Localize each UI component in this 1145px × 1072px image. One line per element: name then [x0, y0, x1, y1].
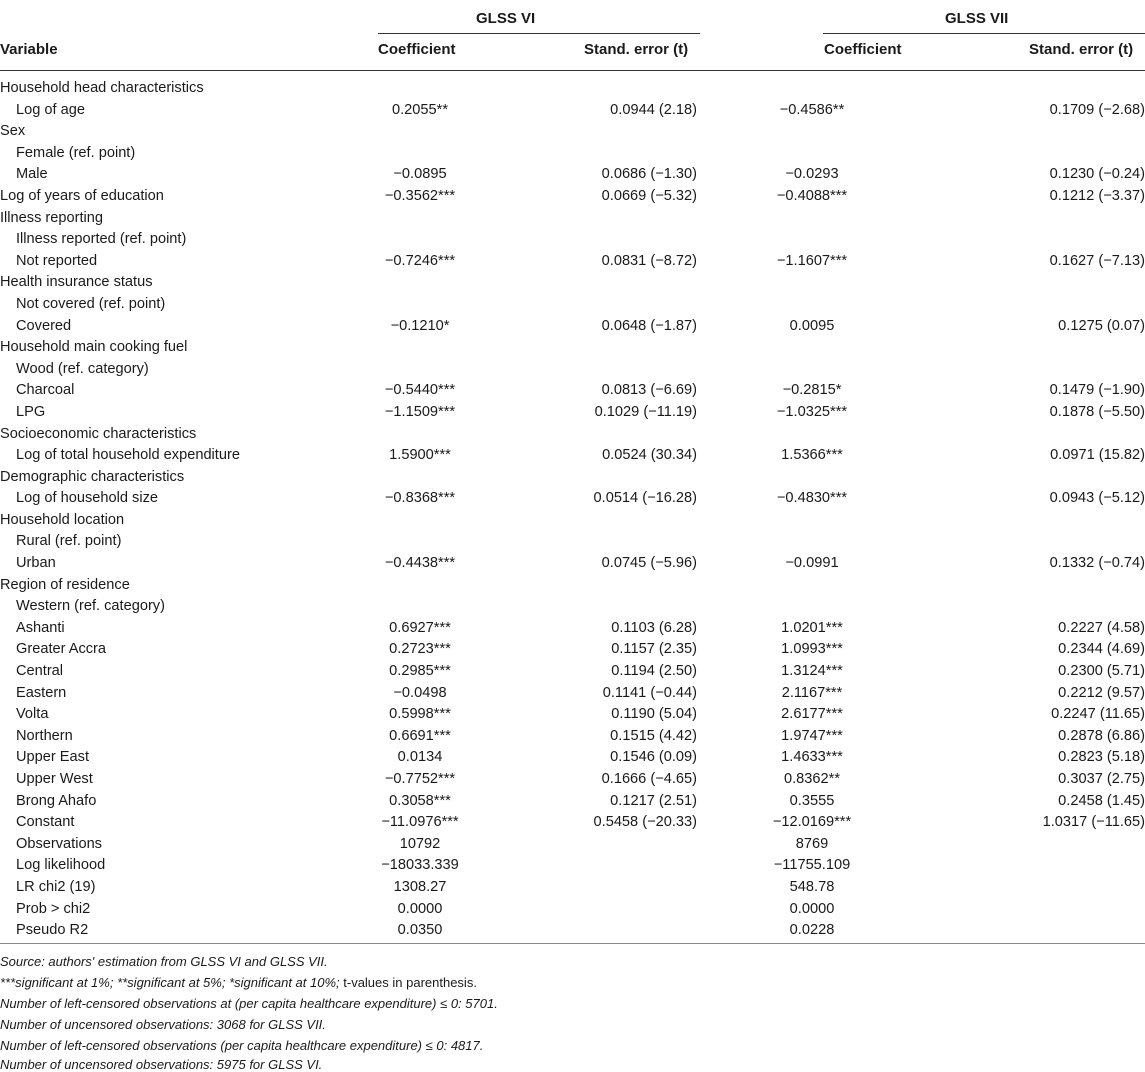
table-row — [0, 704, 1145, 726]
variable-cell: Sex — [0, 123, 26, 140]
table-row — [0, 337, 1145, 359]
coefficient-vii-cell: 0.0228 — [789, 922, 835, 939]
table-row — [0, 272, 1145, 294]
stderr-vii-cell — [927, 855, 1145, 877]
stderr-vi-cell: 0.0944 (2.18) — [610, 101, 697, 118]
footnote-uncensored-vii: Number of uncensored observations: 3068 for GLSS VII. — [0, 1017, 326, 1032]
header-bottom-rule — [0, 70, 1145, 71]
stderr-vii-cell — [927, 467, 1145, 489]
stderr-vii-cell — [927, 272, 1145, 294]
stderr-vi-cell — [540, 510, 697, 532]
coefficient-vi-cell — [300, 337, 540, 359]
stderr-vi-cell: 0.0514 (−16.28) — [593, 490, 697, 507]
coefficient-vii-cell: 8769 — [795, 835, 829, 852]
stderr-vi-cell — [540, 359, 697, 381]
coefficient-vii-cell: −0.4830*** — [776, 490, 848, 507]
table-row — [0, 877, 1145, 899]
footnote-significance — [0, 975, 477, 990]
footnote-tvalues: t-values in parenthesis. — [339, 975, 477, 990]
table-row — [0, 488, 1145, 510]
stderr-vi-cell — [540, 920, 697, 942]
variable-cell: Demographic characteristics — [0, 468, 185, 485]
stderr-vii-cell: 0.1479 (−1.90) — [1049, 382, 1145, 399]
col-header-coefficient-vii: Coefficient — [824, 41, 902, 58]
stderr-vi-cell: 0.0831 (−8.72) — [601, 252, 697, 269]
stderr-vii-cell: 0.1627 (−7.13) — [1049, 252, 1145, 269]
stderr-vii-cell — [927, 337, 1145, 359]
coefficient-vi-cell — [300, 229, 540, 251]
table-row — [0, 424, 1145, 446]
coefficient-vii-cell: −12.0169*** — [772, 814, 852, 831]
coefficient-vii-cell — [697, 510, 927, 532]
stderr-vii-cell: 0.2227 (4.58) — [1058, 619, 1145, 636]
stderr-vii-cell — [927, 229, 1145, 251]
variable-cell: Log of years of education — [0, 187, 164, 204]
stderr-vi-cell — [540, 596, 697, 618]
footnote-left-censored-vii: Number of left-censored observations at (per capita healthcare expenditure) ≤ 0: 5701. — [0, 996, 498, 1011]
table-row — [0, 445, 1145, 467]
stderr-vii-cell — [927, 208, 1145, 230]
footnote-uncensored-vi: Number of uncensored observations: 5975 for GLSS VI. — [0, 1057, 323, 1072]
table-row — [0, 596, 1145, 618]
variable-cell: Region of residence — [0, 576, 130, 593]
variable-cell: LR chi2 (19) — [16, 878, 96, 895]
stderr-vi-cell — [540, 229, 697, 251]
coefficient-vi-cell: 0.0134 — [397, 749, 443, 766]
variable-cell: Brong Ahafo — [16, 792, 97, 809]
stderr-vi-cell: 0.0648 (−1.87) — [601, 317, 697, 334]
coefficient-vii-cell: 1.3124*** — [781, 663, 843, 680]
stderr-vii-cell — [927, 121, 1145, 143]
stderr-vii-cell: 0.2878 (6.86) — [1058, 727, 1145, 744]
stderr-vii-cell: 1.0317 (−11.65) — [1042, 814, 1145, 831]
coefficient-vii-cell — [697, 121, 927, 143]
stderr-vi-cell: 0.1546 (0.09) — [610, 749, 697, 766]
coefficient-vii-cell — [697, 531, 927, 553]
table-row — [0, 855, 1145, 877]
stderr-vi-cell — [540, 899, 697, 921]
table-row — [0, 661, 1145, 683]
stderr-vi-cell — [540, 78, 697, 100]
coefficient-vi-cell: 0.6927*** — [389, 619, 451, 636]
coefficient-vii-cell: 0.3555 — [789, 792, 835, 809]
col-header-variable: Variable — [0, 41, 58, 58]
variable-cell: Log of total household expenditure — [16, 447, 240, 464]
stderr-vii-cell — [927, 920, 1145, 942]
table-row — [0, 683, 1145, 705]
coefficient-vi-cell: 0.2985*** — [389, 663, 451, 680]
stderr-vii-cell: 0.1275 (0.07) — [1058, 317, 1145, 334]
col-header-se-vii: Stand. error (t) — [1029, 41, 1134, 58]
coefficient-vi-cell: −18033.339 — [381, 857, 459, 874]
stderr-vi-cell — [540, 272, 697, 294]
stderr-vi-cell: 0.0524 (30.34) — [602, 447, 697, 464]
stderr-vii-cell — [927, 531, 1145, 553]
coefficient-vi-cell — [300, 531, 540, 553]
variable-cell: Log of household size — [16, 490, 158, 507]
stderr-vi-cell: 0.1029 (−11.19) — [594, 403, 697, 420]
coefficient-vii-cell — [697, 78, 927, 100]
coefficient-vi-cell: 0.0350 — [397, 922, 443, 939]
stderr-vii-cell: 0.2212 (9.57) — [1058, 684, 1145, 701]
stderr-vi-cell — [540, 531, 697, 553]
variable-cell: Upper East — [16, 749, 90, 766]
stderr-vii-cell — [927, 596, 1145, 618]
coefficient-vi-cell — [300, 510, 540, 532]
coefficient-vi-cell: −0.7246*** — [384, 252, 456, 269]
variable-cell: LPG — [16, 403, 46, 420]
stderr-vi-cell: 0.0745 (−5.96) — [601, 555, 697, 572]
variable-cell: Illness reporting — [0, 209, 104, 226]
coefficient-vii-cell — [697, 359, 927, 381]
variable-cell: Male — [16, 166, 48, 183]
coefficient-vi-cell — [300, 272, 540, 294]
coefficient-vii-cell: 1.5366*** — [781, 447, 843, 464]
variable-cell: Wood (ref. category) — [16, 360, 149, 377]
table-row — [0, 316, 1145, 338]
variable-cell: Volta — [16, 706, 49, 723]
coefficient-vii-cell: 548.78 — [789, 878, 835, 895]
coefficient-vi-cell — [300, 208, 540, 230]
table-row — [0, 618, 1145, 640]
group-header-glss-vi: GLSS VI — [476, 10, 536, 27]
coefficient-vi-cell: −0.7752*** — [384, 771, 456, 787]
coefficient-vi-cell — [300, 575, 540, 597]
coefficient-vi-cell — [300, 424, 540, 446]
stderr-vii-cell — [927, 834, 1145, 856]
coefficient-vi-cell: 0.3058*** — [389, 792, 451, 809]
stderr-vii-cell: 0.0971 (15.82) — [1050, 447, 1145, 464]
coefficient-vi-cell — [300, 143, 540, 165]
coefficient-vii-cell: −0.2815* — [782, 382, 842, 399]
coefficient-vi-cell: 10792 — [399, 835, 441, 852]
stderr-vi-cell: 0.0813 (−6.69) — [601, 382, 697, 399]
coefficient-vii-cell: −0.4586** — [779, 101, 845, 118]
stderr-vi-cell — [540, 855, 697, 877]
variable-cell: Health insurance status — [0, 274, 153, 291]
coefficient-vi-cell: 0.2055** — [392, 101, 448, 118]
stderr-vi-cell: 0.0669 (−5.32) — [601, 187, 697, 204]
table-row — [0, 229, 1145, 251]
coefficient-vi-cell: 0.0000 — [397, 900, 443, 917]
coefficient-vi-cell: 0.6691*** — [389, 727, 451, 744]
table-row — [0, 186, 1145, 208]
col-header-se-vi: Stand. error (t) — [584, 41, 689, 58]
coefficient-vi-cell — [300, 78, 540, 100]
variable-cell: Not covered (ref. point) — [16, 295, 166, 312]
table-row — [0, 100, 1145, 122]
coefficient-vi-cell: 0.5998*** — [389, 706, 451, 723]
stderr-vi-cell — [540, 877, 697, 899]
col-header-coefficient-vi: Coefficient — [378, 41, 456, 58]
stderr-vi-cell — [540, 121, 697, 143]
table-row — [0, 143, 1145, 165]
stderr-vii-cell — [927, 143, 1145, 165]
table-row — [0, 726, 1145, 748]
stderr-vi-cell: 0.1190 (5.04) — [611, 706, 697, 723]
variable-cell: Greater Accra — [16, 641, 107, 658]
variable-cell: Female (ref. point) — [16, 144, 136, 161]
stderr-vii-cell: 0.0943 (−5.12) — [1049, 490, 1145, 507]
coefficient-vii-cell: 1.9747*** — [781, 727, 843, 744]
table-row — [0, 510, 1145, 532]
coefficient-vi-cell: 1308.27 — [393, 878, 447, 895]
stderr-vii-cell: 0.2247 (11.65) — [1051, 706, 1145, 723]
table-row — [0, 639, 1145, 661]
table-row — [0, 164, 1145, 186]
table-row — [0, 208, 1145, 230]
table-row — [0, 769, 1145, 791]
variable-cell: Household head characteristics — [0, 80, 204, 96]
coefficient-vi-cell: −0.3562*** — [384, 187, 456, 204]
coefficient-vii-cell: 0.0000 — [789, 900, 835, 917]
table-row — [0, 359, 1145, 381]
stderr-vii-cell: 0.1332 (−0.74) — [1049, 555, 1145, 572]
table-row — [0, 747, 1145, 769]
variable-cell: Ashanti — [16, 619, 65, 636]
footnote-significance-levels: ***significant at 1%; **significant at 5%; *significant at 10%; — [0, 975, 340, 990]
stderr-vi-cell: 0.1666 (−4.65) — [601, 771, 697, 787]
coefficient-vii-cell — [697, 143, 927, 165]
stderr-vii-cell: 0.1212 (−3.37) — [1049, 187, 1145, 204]
coefficient-vi-cell: −0.0895 — [393, 166, 447, 183]
table-row — [0, 78, 1145, 100]
group-underline-glss-vii — [823, 33, 1145, 34]
stderr-vi-cell — [540, 575, 697, 597]
stderr-vii-cell: 0.2458 (1.45) — [1058, 792, 1145, 809]
variable-cell: Charcoal — [16, 382, 75, 399]
table-row — [0, 791, 1145, 813]
group-header-glss-vii: GLSS VII — [945, 10, 1009, 27]
table-row — [0, 402, 1145, 424]
coefficient-vi-cell: 0.2723*** — [389, 641, 451, 658]
variable-cell: Prob > chi2 — [16, 900, 91, 917]
coefficient-vi-cell: −0.0498 — [393, 684, 447, 701]
variable-cell: Observations — [16, 835, 102, 852]
stderr-vii-cell — [927, 294, 1145, 316]
stderr-vii-cell — [927, 78, 1145, 100]
coefficient-vii-cell: 2.6177*** — [781, 706, 843, 723]
variable-cell: Central — [16, 663, 64, 680]
stderr-vii-cell — [927, 899, 1145, 921]
variable-cell: Upper West — [16, 771, 93, 787]
coefficient-vi-cell — [300, 294, 540, 316]
stderr-vi-cell: 0.0686 (−1.30) — [601, 166, 697, 183]
stderr-vi-cell — [540, 834, 697, 856]
stderr-vi-cell: 0.1141 (−0.44) — [602, 684, 697, 701]
coefficient-vii-cell: −0.4088*** — [776, 187, 848, 204]
variable-cell: Covered — [16, 317, 72, 334]
variable-cell: Constant — [16, 814, 75, 831]
coefficient-vii-cell — [697, 337, 927, 359]
stderr-vii-cell: 0.3037 (2.75) — [1058, 771, 1145, 787]
table-bottom-rule — [0, 943, 1145, 944]
table-row — [0, 531, 1145, 553]
coefficient-vi-cell — [300, 121, 540, 143]
coefficient-vii-cell: 1.4633*** — [781, 749, 843, 766]
stderr-vi-cell: 0.1217 (2.51) — [610, 792, 697, 809]
stderr-vi-cell: 0.5458 (−20.33) — [593, 814, 697, 831]
table-row — [0, 380, 1145, 402]
stderr-vi-cell: 0.1103 (6.28) — [611, 619, 697, 636]
table-row — [0, 834, 1145, 856]
coefficient-vi-cell: 1.5900*** — [389, 447, 451, 464]
stderr-vi-cell — [540, 294, 697, 316]
stderr-vi-cell — [540, 208, 697, 230]
footnote-source: Source: authors' estimation from GLSS VI and GLSS VII. — [0, 954, 328, 969]
coefficient-vi-cell: −1.1509*** — [384, 403, 456, 420]
variable-cell: Household location — [0, 511, 125, 528]
stderr-vi-cell — [540, 467, 697, 489]
coefficient-vi-cell — [300, 596, 540, 618]
coefficient-vii-cell — [697, 467, 927, 489]
coefficient-vii-cell — [697, 424, 927, 446]
coefficient-vii-cell — [697, 294, 927, 316]
stderr-vii-cell — [927, 424, 1145, 446]
coefficient-vii-cell: 1.0201*** — [781, 619, 843, 636]
stderr-vii-cell: 0.1230 (−0.24) — [1049, 166, 1145, 183]
coefficient-vi-cell: −0.8368*** — [384, 490, 456, 507]
stderr-vii-cell — [927, 575, 1145, 597]
stderr-vi-cell — [540, 143, 697, 165]
table-row — [0, 899, 1145, 921]
variable-cell: Pseudo R2 — [16, 922, 89, 939]
table-row — [0, 812, 1145, 834]
table-row — [0, 294, 1145, 316]
table-row — [0, 251, 1145, 273]
stderr-vii-cell: 0.2823 (5.18) — [1058, 749, 1145, 766]
stderr-vii-cell: 0.1878 (−5.50) — [1049, 403, 1145, 420]
coefficient-vii-cell: 1.0993*** — [781, 641, 843, 658]
variable-cell: Log likelihood — [16, 857, 106, 874]
variable-cell: Western (ref. category) — [16, 598, 165, 615]
stderr-vii-cell: 0.2344 (4.69) — [1058, 641, 1145, 658]
footnote-left-censored-vi: Number of left-censored observations (per capita healthcare expenditure) ≤ 0: 4817. — [0, 1038, 484, 1053]
stderr-vi-cell: 0.1194 (2.50) — [611, 663, 697, 680]
stderr-vii-cell: 0.2300 (5.71) — [1058, 663, 1145, 680]
coefficient-vii-cell: 0.8362** — [784, 771, 840, 787]
coefficient-vi-cell — [300, 467, 540, 489]
coefficient-vii-cell: 2.1167*** — [781, 684, 843, 701]
variable-cell: Urban — [16, 555, 56, 572]
stderr-vi-cell — [540, 337, 697, 359]
coefficient-vi-cell: −0.1210* — [390, 317, 450, 334]
stderr-vii-cell: 0.1709 (−2.68) — [1049, 101, 1145, 118]
stderr-vii-cell — [927, 877, 1145, 899]
coefficient-vi-cell — [300, 359, 540, 381]
coefficient-vii-cell — [697, 272, 927, 294]
variable-cell: Household main cooking fuel — [0, 339, 188, 356]
coefficient-vi-cell: −0.4438*** — [384, 555, 456, 572]
stderr-vi-cell: 0.1157 (2.35) — [611, 641, 697, 658]
stderr-vii-cell — [927, 359, 1145, 381]
table-row — [0, 121, 1145, 143]
stderr-vii-cell — [927, 510, 1145, 532]
variable-cell: Not reported — [16, 252, 98, 269]
variable-cell: Log of age — [16, 101, 85, 118]
table-row — [0, 467, 1145, 489]
coefficient-vii-cell — [697, 575, 927, 597]
coefficient-vii-cell: −11755.109 — [773, 857, 851, 874]
coefficient-vi-cell: −11.0976*** — [381, 814, 459, 831]
variable-cell: Illness reported (ref. point) — [16, 231, 187, 248]
coefficient-vii-cell: −0.0991 — [785, 555, 839, 572]
stderr-vi-cell: 0.1515 (4.42) — [610, 727, 697, 744]
stderr-vi-cell — [540, 424, 697, 446]
variable-cell: Socioeconomic characteristics — [0, 425, 197, 442]
group-underline-glss-vi — [378, 33, 700, 34]
variable-cell: Rural (ref. point) — [16, 533, 122, 550]
coefficient-vii-cell: −1.1607*** — [776, 252, 848, 269]
variable-cell: Northern — [16, 727, 73, 744]
table-row — [0, 575, 1145, 597]
coefficient-vi-cell: −0.5440*** — [384, 382, 456, 399]
coefficient-vii-cell — [697, 208, 927, 230]
coefficient-vii-cell: −1.0325*** — [776, 403, 848, 420]
table-row — [0, 553, 1145, 575]
table-row — [0, 920, 1145, 942]
coefficient-vii-cell — [697, 596, 927, 618]
coefficient-vii-cell: 0.0095 — [789, 317, 835, 334]
regression-table — [0, 78, 1145, 942]
variable-cell: Eastern — [16, 684, 67, 701]
coefficient-vii-cell — [697, 229, 927, 251]
coefficient-vii-cell: −0.0293 — [785, 166, 839, 183]
